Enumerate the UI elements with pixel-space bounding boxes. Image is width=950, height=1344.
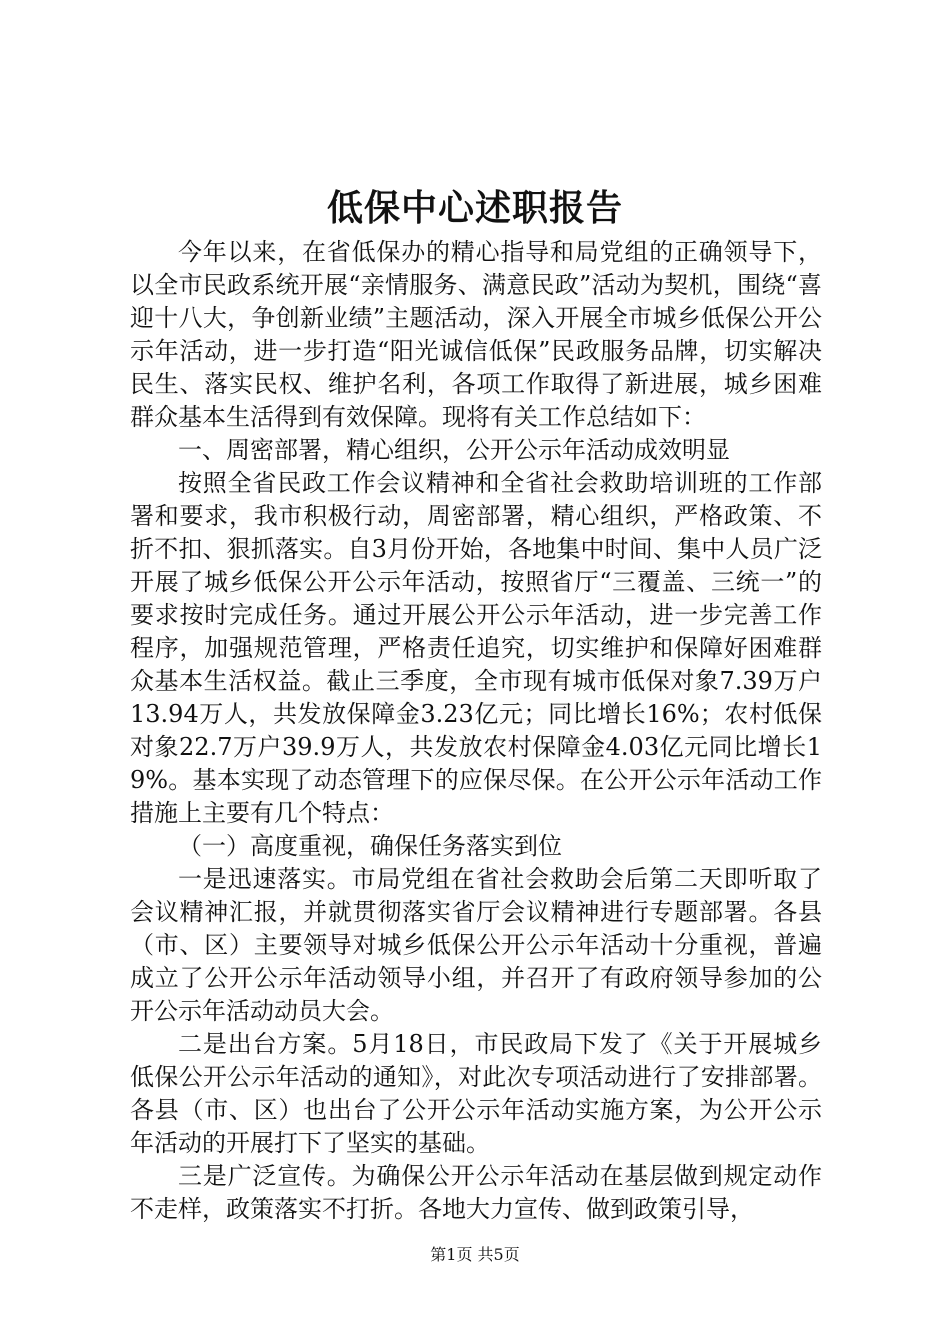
document-title: 低保中心述职报告 — [326, 187, 623, 229]
document-body — [130, 236, 822, 1226]
paragraph-point-1: 一是迅速落实。市局党组在省社会救助会后第二天即听取了会议精神汇报，并就贯彻落实省厅会议精神进行专题部署。各县（市、区）主要领导对城乡低保公开公示年活动十分重视，普遍成立了公开公示年活动领导小组，并召开了有政府领导参加的公开公示年活动动员大会。 — [130, 865, 822, 1025]
paragraph-intro: 今年以来，在省低保办的精心指导和局党组的正确领导下，以全市民政系统开展“亲情服务、满意民政”活动为契机，围绕“喜迎十八大，争创新业绩”主题活动，深入开展全市城乡低保公开公示年活动，进一步打造“阳光诚信低保”民政服务品牌，切实解决民生、落实民权、维护名利，各项工作取得了新进展，城乡困难群众基本生活得到有效保障。现将有关工作总结如下： — [130, 238, 822, 431]
page-number-footer: 第1页 共5页 — [430, 1245, 520, 1264]
subsection-heading-1: （一）高度重视，确保任务落实到位 — [178, 832, 562, 860]
section-heading-1: 一、周密部署，精心组织，公开公示年活动成效明显 — [178, 436, 730, 464]
paragraph-section-1: 按照全省民政工作会议精神和全省社会救助培训班的工作部署和要求，我市积极行动，周密部署，精心组织，严格政策、不折不扣、狠抓落实。自3月份开始，各地集中时间、集中人员广泛开展了城乡低保公开公示年活动，按照省厅“三覆盖、三统一”的要求按时完成任务。通过开展公开公示年活动，进一步完善工作程序，加强规范管理，严格责任追究，切实维护和保障好困难群众基本生活权益。截止三季度，全市现有城市低保对象7.39万户13.94万人，共发放保障金3.23亿元；同比增长16%；农村低保对象22.7万户39.9万人，共发放农村保障金4.03亿元同比增长19%。基本实现了动态管理下的应保尽保。在公开公示年活动工作措施上主要有几个特点： — [130, 469, 822, 827]
paragraph-point-2: 二是出台方案。5月18日，市民政局下发了《关于开展城乡低保公开公示年活动的通知》，对此次专项活动进行了安排部署。各县（市、区）也出台了公开公示年活动实施方案，为公开公示年活动的开展打下了坚实的基础。 — [130, 1030, 822, 1157]
paragraph-point-3: 三是广泛宣传。为确保公开公示年活动在基层做到规定动作不走样，政策落实不打折。各地大力宣传、做到政策引导， — [130, 1162, 822, 1223]
